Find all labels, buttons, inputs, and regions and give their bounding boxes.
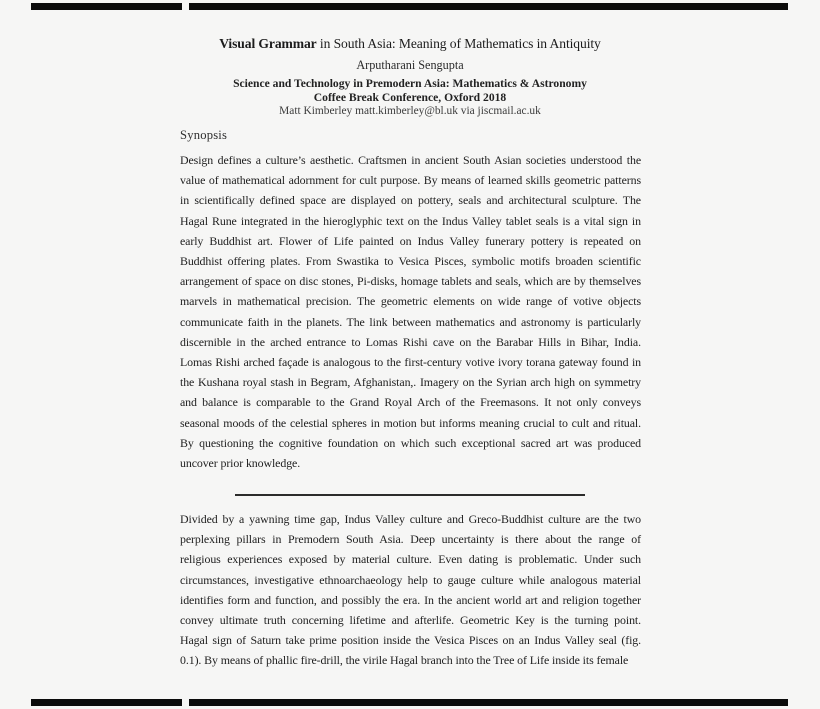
text-line: Buddhist offering plates. From Swastika to Vesica Pisces, symbolic motifs broaden scientific: [180, 254, 641, 269]
text-line: discernible in the arched entrance to Lomas Rishi cave on the Barabar Hills in Bihar, India.: [180, 334, 641, 349]
text-line: early Buddhist art. Flower of Life painted on Indus Valley funerary pottery is repeated on: [180, 233, 641, 248]
contact-email-line: Matt Kimberley matt.kimberley@bl.uk via jiscmail.ac.uk: [279, 105, 541, 117]
text-line: Divided by a yawning time gap, Indus Valley culture and Greco-Buddhist culture are the two: [180, 512, 641, 526]
text-line: circumstances, investigative ethnoarchaeology help to gauge culture while analogous material: [180, 572, 641, 587]
text-line: the Kushana royal stash in Begram, Afghanistan,. Imagery on the Syrian arch high on symmetry: [180, 375, 641, 390]
text-line: in scientifically defined space are displayed on pottery, seals and architectural sculpture. The: [180, 193, 641, 208]
text-line: communicate faith in the planets. The link between mathematics and astronomy is particularly: [180, 314, 641, 329]
text-line: and balance is comparable to the Grand Royal Arch of the Freemasons. It not only conveys: [180, 395, 641, 410]
paper-title: [0, 34, 820, 54]
text-line: arrangement of space on disc stones, Pi-disks, homage tablets and seals, which are by themselves: [180, 274, 641, 289]
text-line: perplexing pillars in Premodern South Asia. Deep uncertainty is there about the range of: [180, 532, 641, 547]
conference-series: Science and Technology in Premodern Asia: Mathematics & Astronomy: [233, 77, 587, 90]
paper-title-emphasis: Visual Grammar: [219, 36, 317, 51]
text-line: convey ultimate truth concerning lifetime and afterlife. Geometric Key is the turning point.: [180, 613, 641, 628]
text-line: By questioning the cognitive foundation on which such exceptional sacred art was produced: [180, 435, 641, 450]
text-line: Hagal sign of Saturn take prime position inside the Vesica Pisces on an Indus Valley seal (fig.: [180, 633, 641, 648]
synopsis-heading: Synopsis: [180, 128, 228, 142]
text-line: Design defines a culture’s aesthetic. Craftsmen in ancient South Asian societies understood the: [180, 153, 641, 167]
text-line: uncover prior knowledge.: [180, 456, 301, 471]
text-line: 0.1). By means of phallic fire-drill, the virile Hagal branch into the Tree of Life inside its female: [180, 653, 629, 668]
second-paragraph: [180, 509, 641, 671]
text-line: religious experiences exposed by material culture. Even dating is problematic. Under such: [180, 552, 641, 567]
scan-edge-bottom-right: [189, 699, 788, 706]
text-line: seasonal moods of the celestial spheres in motion but informs meaning crucial to cult and ritual.: [180, 415, 641, 430]
scan-edge-top-right: [189, 3, 788, 10]
scan-edge-bottom-left: [31, 699, 182, 706]
text-line: value of mathematical adornment for cult purpose. By means of learned skills geometric patterns: [180, 173, 641, 188]
text-line: Lomas Rishi arched façade is analogous to the first-century votive ivory torana gateway found in: [180, 355, 641, 370]
text-line: identifies form and function, and possibly the era. In the ancient world art and religion together: [180, 592, 641, 607]
paper-title-rest: in South Asia: Meaning of Mathematics in Antiquity: [316, 36, 601, 51]
synopsis-paragraph: [180, 150, 641, 473]
scan-edge-top-left: [31, 3, 182, 10]
conference-event: Coffee Break Conference, Oxford 2018: [313, 91, 507, 104]
author-name: Arputharani Sengupta: [356, 58, 464, 72]
text-line: Hagal Rune integrated in the hieroglyphic text on the Indus Valley tablet seals is a vital sign in: [180, 213, 641, 228]
section-divider: [235, 494, 585, 496]
text-line: marvels in mathematical precision. The geometric elements on wide range of votive objects: [180, 294, 641, 309]
